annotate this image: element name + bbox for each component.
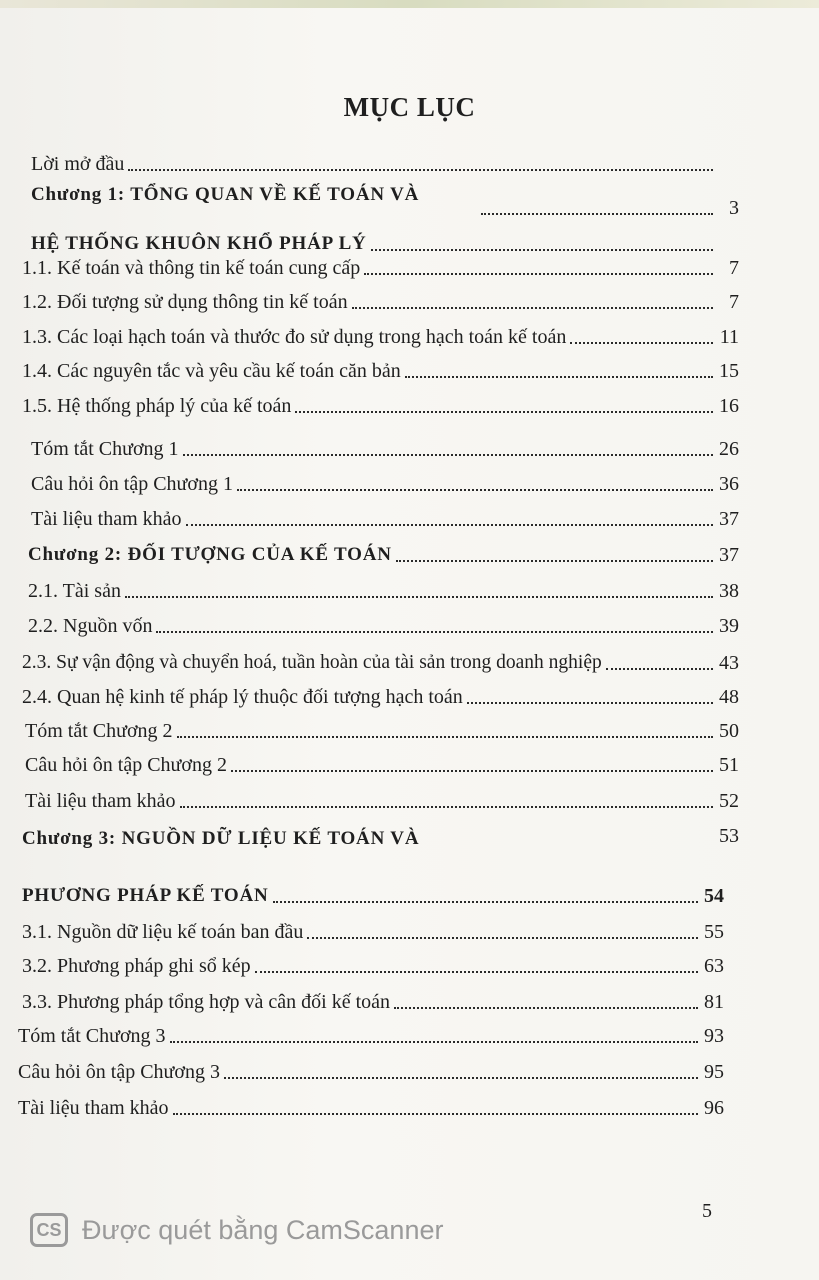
toc-entry-label: HỆ THỐNG KHUÔN KHỔ PHÁP LÝ (31, 233, 367, 254)
toc-entry-page: 51 (719, 754, 739, 776)
toc-entry-label: 2.2. Nguồn vốn (28, 615, 153, 637)
toc-entry-label: 1.4. Các nguyên tắc và yêu cầu kế toán căn bản (22, 360, 401, 382)
leader-dots (231, 770, 713, 772)
leader-dots (570, 342, 713, 344)
leader-dots (371, 249, 713, 251)
leader-dots (170, 1041, 698, 1043)
leader-dots (396, 560, 713, 562)
toc-entry (22, 359, 739, 383)
toc-entry-page: 52 (719, 790, 739, 812)
leader-dots (307, 937, 698, 939)
leader-dots (606, 668, 713, 670)
toc-entry-label: 1.1. Kế toán và thông tin kế toán cung cấp (22, 257, 361, 279)
toc-entry-label: Tóm tắt Chương 1 (31, 438, 179, 460)
leader-dots (156, 631, 713, 633)
toc-entry-page: 53 (719, 825, 739, 847)
toc-entry (22, 685, 739, 709)
toc-entry-label: 2.1. Tài sản (28, 580, 121, 602)
toc-entry-page: 11 (719, 326, 739, 348)
toc-entry-label: 1.3. Các loại hạch toán và thước đo sử dụng trong hạch toán kế toán (22, 326, 567, 348)
chapter-3-heading-line-2 (22, 884, 724, 908)
toc-entry (22, 651, 739, 675)
toc-entry-page: 50 (719, 720, 739, 742)
toc-entry (28, 614, 739, 638)
toc-entry (31, 472, 739, 496)
toc-entry-label: 1.2. Đối tượng sử dụng thông tin kế toán (22, 291, 348, 313)
toc-entry-label: Chương 2: ĐỐI TƯỢNG CỦA KẾ TOÁN (28, 544, 392, 565)
leader-dots (180, 806, 713, 808)
toc-entry (31, 152, 739, 176)
toc-entry (25, 753, 739, 777)
toc-entry-label: 2.4. Quan hệ kinh tế pháp lý thuộc đối tượng hạch toán (22, 686, 463, 708)
toc-entry (31, 507, 739, 531)
toc-entry (28, 579, 739, 603)
toc-entry-page: 38 (719, 580, 739, 602)
leader-dots (364, 273, 713, 275)
page-title: MỤC LỤC (343, 92, 476, 122)
toc-entry-page: 96 (704, 1097, 724, 1119)
leader-dots (177, 736, 713, 738)
toc-entry-page: 16 (719, 395, 739, 417)
toc-entry-page: 48 (719, 686, 739, 708)
toc-entry (18, 1096, 724, 1120)
toc-entry-label: Câu hỏi ôn tập Chương 2 (25, 754, 227, 776)
toc-entry-label: PHƯƠNG PHÁP KẾ TOÁN (22, 885, 269, 906)
toc-entry-label: Câu hỏi ôn tập Chương 1 (31, 473, 233, 495)
toc-entry-label: Câu hỏi ôn tập Chương 3 (18, 1061, 220, 1083)
toc-entry-page: 93 (704, 1025, 724, 1047)
toc-entry (31, 437, 739, 461)
toc-entry-label: Tài liệu tham khảo (18, 1097, 169, 1119)
leader-dots (173, 1113, 698, 1115)
leader-dots (467, 702, 713, 704)
leader-dots (481, 213, 713, 215)
toc-entry-page: 55 (704, 921, 724, 943)
chapter-1-heading-line-1: Chương 1: TỔNG QUAN VỀ KẾ TOÁN VÀ (31, 184, 420, 205)
toc-entry (18, 1024, 724, 1048)
toc-entry-chapter-1 (31, 196, 739, 220)
chapter-3-heading-line-1: Chương 3: NGUỒN DỮ LIỆU KẾ TOÁN VÀ (22, 828, 420, 849)
toc-entry-page: 95 (704, 1061, 724, 1083)
leader-dots (394, 1007, 698, 1009)
toc-entry (22, 394, 739, 418)
leader-dots (128, 169, 713, 171)
camscanner-logo-icon: CS (30, 1213, 68, 1247)
toc-entry-label: 2.3. Sự vận động và chuyển hoá, tuần hoàn của tài sản trong doanh nghiệp (22, 652, 602, 673)
leader-dots (186, 524, 713, 526)
toc-entry-page: 63 (704, 955, 724, 977)
toc-entry-label: Tóm tắt Chương 3 (18, 1025, 166, 1047)
watermark-text: Được quét bằng CamScanner (82, 1214, 444, 1245)
toc-entry (22, 256, 739, 280)
toc-entry-page: 3 (729, 197, 739, 219)
leader-dots (273, 901, 698, 903)
toc-entry (25, 719, 739, 743)
toc-entry-page: 7 (729, 257, 739, 279)
leader-dots (224, 1077, 698, 1079)
camscanner-watermark (30, 1213, 443, 1247)
chapter-1-heading-line-2 (31, 232, 739, 256)
toc-entry-page: 39 (719, 615, 739, 637)
toc-entry-label: Tóm tắt Chương 2 (25, 720, 173, 742)
leader-dots (405, 376, 713, 378)
leader-dots (183, 454, 713, 456)
toc-entry-page: 37 (719, 508, 739, 530)
toc-entry (25, 789, 739, 813)
leader-dots (255, 971, 698, 973)
toc-entry (22, 954, 724, 978)
toc-entry-label: 3.2. Phương pháp ghi sổ kép (22, 955, 251, 977)
toc-entry (22, 290, 739, 314)
toc-entry (22, 920, 724, 944)
toc-entry-page: 37 (719, 544, 739, 566)
toc-entry-chapter-2 (28, 543, 739, 567)
toc-entry-page: 15 (719, 360, 739, 382)
toc-entry-label: Lời mở đầu (31, 153, 125, 175)
toc-entry-page: 36 (719, 473, 739, 495)
toc-entry (22, 990, 724, 1014)
toc-entry-label: Tài liệu tham khảo (31, 508, 182, 530)
toc-entry-page: 7 (729, 291, 739, 313)
toc-entry-page: 54 (704, 885, 724, 907)
toc-entry-page: 43 (719, 652, 739, 674)
toc-entry (18, 1060, 724, 1084)
toc-entry-label: 1.5. Hệ thống pháp lý của kế toán (22, 395, 292, 417)
leader-dots (352, 307, 713, 309)
toc-entry (22, 325, 739, 349)
toc-entry-page: 26 (719, 438, 739, 460)
toc-entry-label: 3.1. Nguồn dữ liệu kế toán ban đầu (22, 921, 304, 943)
leader-dots (237, 489, 713, 491)
toc-entry-label: 3.3. Phương pháp tổng hợp và cân đối kế toán (22, 991, 391, 1013)
page-number: 5 (702, 1200, 712, 1222)
toc-entry-chapter-3 (22, 824, 739, 848)
leader-dots (295, 411, 713, 413)
leader-dots (125, 596, 713, 598)
toc-entry-page: 81 (704, 991, 724, 1013)
toc-entry-label: Tài liệu tham khảo (25, 790, 176, 812)
